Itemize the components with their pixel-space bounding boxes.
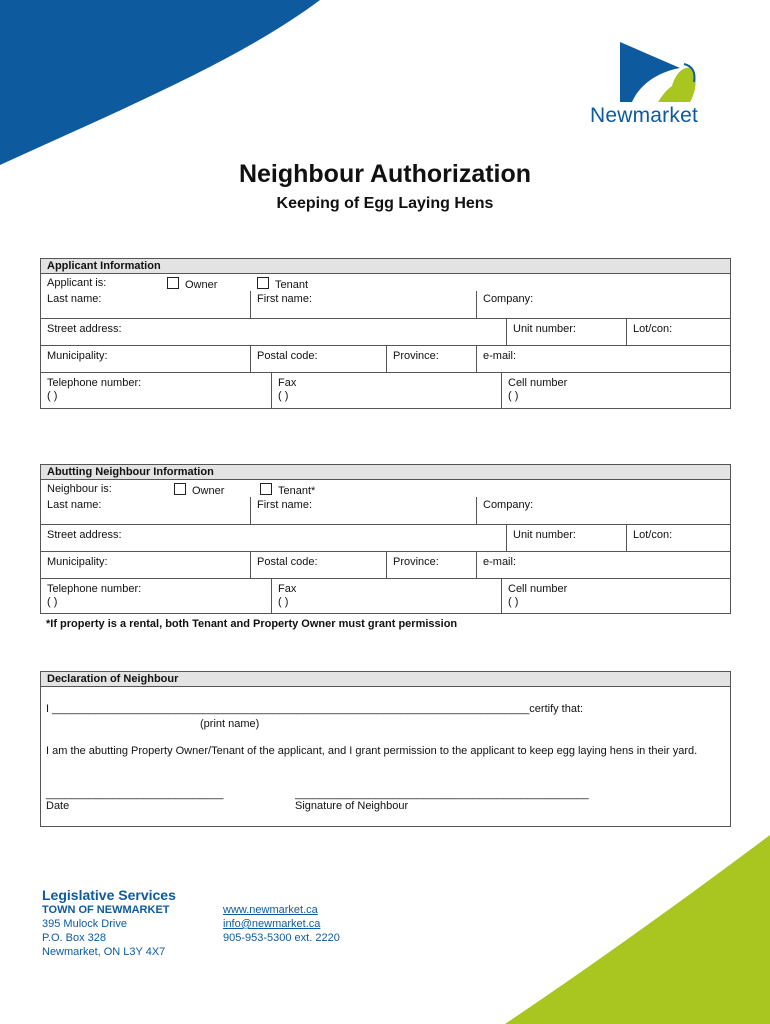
section-title: Applicant Information <box>41 259 730 274</box>
permission-statement: I am the abutting Property Owner/Tenant of the applicant, and I grant permission to the applicant to keep egg laying hens in their yard. <box>46 745 698 757</box>
tenant-option[interactable] <box>251 274 371 291</box>
tenant-label: Tenant <box>275 279 309 291</box>
unit-number-field[interactable]: Unit number: <box>506 525 626 551</box>
address-line-3: Newmarket, ON L3Y 4X7 <box>42 946 166 958</box>
telephone-field[interactable] <box>41 579 271 613</box>
applicant-is-label: Applicant is: <box>47 277 107 289</box>
owner-option[interactable] <box>168 480 268 497</box>
company-field[interactable]: Company: <box>476 291 731 318</box>
address-line-1: 395 Mulock Drive <box>42 918 127 930</box>
department-name: Legislative Services <box>42 887 176 903</box>
phone-row <box>41 579 730 613</box>
company-field[interactable]: Company: <box>476 497 731 524</box>
municipality-field[interactable]: Municipality: <box>47 556 108 568</box>
telephone-paren: ( ) <box>47 390 58 402</box>
owner-option[interactable] <box>161 274 261 291</box>
first-name-field[interactable]: First name: <box>250 291 476 318</box>
first-name-field[interactable]: First name: <box>250 497 476 524</box>
postal-code-field[interactable]: Postal code: <box>250 552 386 578</box>
municipality-row <box>41 346 730 373</box>
fax-label: Fax <box>278 583 297 595</box>
page-title: Neighbour Authorization <box>238 160 532 188</box>
email-field[interactable]: e-mail: <box>476 346 731 372</box>
province-field[interactable]: Province: <box>386 346 476 372</box>
email-link[interactable]: info@newmarket.ca <box>223 918 321 930</box>
name-row <box>41 291 730 319</box>
name-row <box>41 497 730 525</box>
telephone-label: Telephone number: <box>47 377 142 389</box>
street-address-field[interactable]: Street address: <box>47 323 122 335</box>
cell-label: Cell number <box>508 377 568 389</box>
address-line-2: P.O. Box 328 <box>42 932 107 944</box>
certify-line[interactable]: I ______________________________________________________________________________certify that: <box>46 703 584 715</box>
cell-field[interactable] <box>501 373 731 408</box>
brand-wordmark: Newmarket <box>590 104 698 127</box>
telephone-paren: ( ) <box>47 596 58 608</box>
neighbour-is-label: Neighbour is: <box>47 483 112 495</box>
neighbour-type-row <box>41 480 730 497</box>
telephone-field[interactable] <box>41 373 271 408</box>
bottom-right-green-swoosh <box>505 835 770 1024</box>
municipality-field[interactable]: Municipality: <box>47 350 108 362</box>
signature-line[interactable]: ________________________________________________ <box>295 788 589 800</box>
footer-links <box>223 903 340 945</box>
postal-code-field[interactable]: Postal code: <box>250 346 386 372</box>
tenant-label: Tenant* <box>278 485 316 497</box>
telephone-label: Telephone number: <box>47 583 142 595</box>
lot-con-field[interactable]: Lot/con: <box>626 525 731 551</box>
date-line[interactable]: _____________________________ <box>46 788 224 800</box>
newmarket-logo-icon <box>618 42 698 102</box>
email-field[interactable]: e-mail: <box>476 552 731 578</box>
street-address-field[interactable]: Street address: <box>47 529 122 541</box>
neighbour-information-section <box>40 464 731 614</box>
owner-label: Owner <box>192 485 225 497</box>
rental-note: *If property is a rental, both Tenant and Property Owner must grant permission <box>46 618 458 630</box>
owner-label: Owner <box>185 279 218 291</box>
tenant-checkbox[interactable] <box>260 483 272 495</box>
fax-field[interactable] <box>271 373 501 408</box>
cell-field[interactable] <box>501 579 731 613</box>
applicant-information-section <box>40 258 731 409</box>
lot-con-field[interactable]: Lot/con: <box>626 319 731 345</box>
website-link[interactable]: www.newmarket.ca <box>223 904 318 916</box>
cell-paren: ( ) <box>508 596 519 608</box>
municipality-row <box>41 552 730 579</box>
town-name: TOWN OF NEWMARKET <box>42 904 170 916</box>
phone-number: 905-953-5300 ext. 2220 <box>223 932 340 944</box>
fax-label: Fax <box>278 377 297 389</box>
signature-label: Signature of Neighbour <box>295 800 409 812</box>
fax-paren: ( ) <box>278 596 289 608</box>
phone-row <box>41 373 730 408</box>
fax-paren: ( ) <box>278 390 289 402</box>
unit-number-field[interactable]: Unit number: <box>506 319 626 345</box>
page-subtitle: Keeping of Egg Laying Hens <box>276 195 494 212</box>
date-label: Date <box>46 800 70 812</box>
cell-paren: ( ) <box>508 390 519 402</box>
tenant-option[interactable] <box>254 480 374 497</box>
province-field[interactable]: Province: <box>386 552 476 578</box>
cell-label: Cell number <box>508 583 568 595</box>
last-name-field[interactable]: Last name: <box>47 499 102 511</box>
owner-checkbox[interactable] <box>167 277 179 289</box>
street-row <box>41 319 730 346</box>
section-title: Declaration of Neighbour <box>41 672 730 687</box>
footer-contact <box>42 887 176 959</box>
street-row <box>41 525 730 552</box>
print-name-caption: (print name) <box>200 718 260 730</box>
top-left-blue-swoosh <box>0 0 320 165</box>
fax-field[interactable] <box>271 579 501 613</box>
section-title: Abutting Neighbour Information <box>41 465 730 480</box>
last-name-field[interactable]: Last name: <box>47 293 102 305</box>
tenant-checkbox[interactable] <box>257 277 269 289</box>
owner-checkbox[interactable] <box>174 483 186 495</box>
applicant-type-row <box>41 274 730 291</box>
